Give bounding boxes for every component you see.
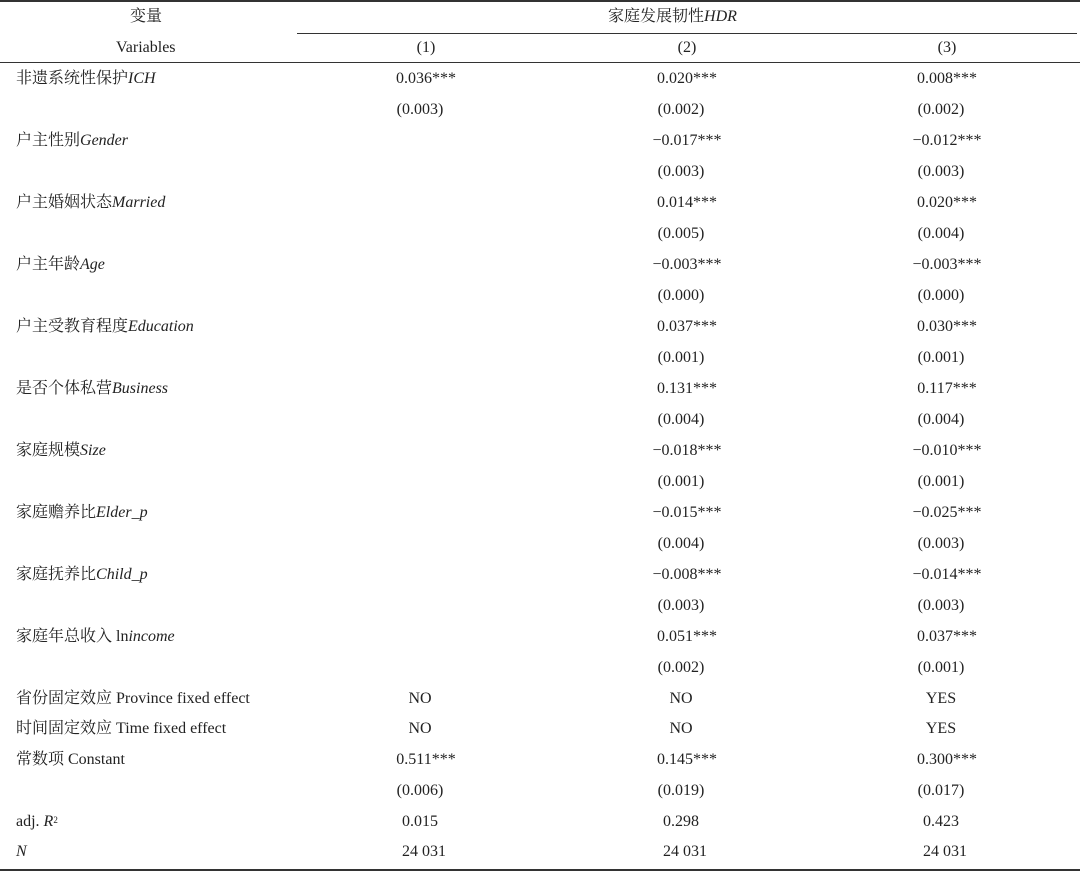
time-fe-label: 时间固定效应 Time fixed effect xyxy=(16,720,227,737)
time-fe-cell: NO xyxy=(408,720,432,737)
coef-cell: 0.008*** xyxy=(917,70,977,87)
header-dep-it: HDR xyxy=(704,8,737,25)
variable-label-cn: 户主婚姻状态 xyxy=(16,194,113,211)
coef-cell: −0.018*** xyxy=(652,442,722,459)
variable-label xyxy=(16,193,165,213)
variable-label xyxy=(16,627,175,647)
coef-cell: −0.017*** xyxy=(652,132,722,149)
adj-r2-r: R xyxy=(43,813,54,830)
se-cell: (0.003) xyxy=(917,163,965,180)
adj-r2-label xyxy=(16,812,58,832)
n-label: N xyxy=(16,843,27,860)
coef-cell: 0.020*** xyxy=(917,194,977,211)
variable-label-cn: 是否个体私营 xyxy=(16,380,113,397)
province-fe-cell: NO xyxy=(408,690,432,707)
se-cell: (0.000) xyxy=(657,287,705,304)
variable-label-cn: 家庭抚养比 xyxy=(16,566,97,583)
se-cell: (0.003) xyxy=(917,535,965,552)
variable-label-cn: 家庭赡养比 xyxy=(16,504,97,521)
variable-label-cn: 户主年龄 xyxy=(16,256,81,273)
variable-label-it: Child_p xyxy=(96,566,148,583)
coef-cell: 0.051*** xyxy=(657,628,717,645)
n-cell: 24 031 xyxy=(663,843,707,860)
se-cell: (0.001) xyxy=(917,473,965,490)
se-cell: (0.004) xyxy=(657,535,705,552)
coef-cell: −0.003*** xyxy=(652,256,722,273)
se-cell: (0.002) xyxy=(657,101,705,118)
variable-label xyxy=(16,441,106,461)
constant-label: 常数项 Constant xyxy=(16,751,125,768)
province-fe-label: 省份固定效应 Province fixed effect xyxy=(16,690,250,707)
coef-cell: 0.037*** xyxy=(657,318,717,335)
header-col-2: (2) xyxy=(677,39,697,56)
variable-label xyxy=(16,317,194,337)
coef-cell: −0.025*** xyxy=(912,504,982,521)
n-cell: 24 031 xyxy=(402,843,446,860)
adj-r2-cell: 0.298 xyxy=(663,813,699,830)
time-fe-cell: NO xyxy=(669,720,693,737)
header-partial-rule xyxy=(297,33,1077,34)
header-dep xyxy=(608,7,737,27)
se-cell: (0.001) xyxy=(657,349,705,366)
header-dep-cn: 家庭发展韧性 xyxy=(608,8,705,25)
coef-cell: 0.020*** xyxy=(657,70,717,87)
coef-cell: 0.131*** xyxy=(657,380,717,397)
coef-cell: −0.008*** xyxy=(652,566,722,583)
header-bottom-rule xyxy=(0,62,1080,63)
variable-label-it: Elder_p xyxy=(96,504,148,521)
coef-cell: −0.003*** xyxy=(912,256,982,273)
variable-label-it: Gender xyxy=(80,132,128,149)
se-cell: (0.001) xyxy=(917,659,965,676)
variable-label xyxy=(16,255,105,275)
se-cell: (0.005) xyxy=(657,225,705,242)
header-col-1: (1) xyxy=(416,39,436,56)
se-cell: (0.001) xyxy=(917,349,965,366)
variable-label-it: income xyxy=(128,628,175,645)
header-var-cn: 变量 xyxy=(130,8,163,25)
n-cell: 24 031 xyxy=(923,843,967,860)
constant-coef-cell: 0.145*** xyxy=(657,751,717,768)
se-cell: (0.003) xyxy=(657,163,705,180)
adj-r2-prefix: adj. xyxy=(16,813,44,830)
top-rule xyxy=(0,0,1080,2)
constant-coef-cell: 0.300*** xyxy=(917,751,977,768)
se-cell: (0.003) xyxy=(396,101,444,118)
adj-r2-cell: 0.015 xyxy=(402,813,438,830)
se-cell: (0.002) xyxy=(657,659,705,676)
constant-se-cell: (0.006) xyxy=(396,782,444,799)
variable-label-cn: 家庭规模 xyxy=(16,442,81,459)
coef-cell: −0.010*** xyxy=(912,442,982,459)
coef-cell: −0.012*** xyxy=(912,132,982,149)
constant-se-cell: (0.019) xyxy=(657,782,705,799)
adj-r2-cell: 0.423 xyxy=(923,813,959,830)
adj-r2-sup: 2 xyxy=(53,815,58,825)
coef-cell: 0.036*** xyxy=(396,70,456,87)
variable-label-it: Married xyxy=(112,194,166,211)
header-var-en: Variables xyxy=(116,39,176,56)
variable-label xyxy=(16,503,148,523)
coef-cell: 0.014*** xyxy=(657,194,717,211)
coef-cell: 0.030*** xyxy=(917,318,977,335)
se-cell: (0.004) xyxy=(917,411,965,428)
constant-se-cell: (0.017) xyxy=(917,782,965,799)
header-col-3: (3) xyxy=(937,39,957,56)
variable-label-cn: 家庭年总收入 ln xyxy=(16,628,129,645)
coef-cell: 0.037*** xyxy=(917,628,977,645)
variable-label xyxy=(16,379,168,399)
se-cell: (0.003) xyxy=(917,597,965,614)
coef-cell: 0.117*** xyxy=(917,380,977,397)
variable-label xyxy=(16,131,128,151)
variable-label-it: Age xyxy=(80,256,105,273)
variable-label-it: Business xyxy=(112,380,169,397)
time-fe-cell: YES xyxy=(925,720,957,737)
variable-label-it: Size xyxy=(80,442,106,459)
se-cell: (0.001) xyxy=(657,473,705,490)
se-cell: (0.002) xyxy=(917,101,965,118)
se-cell: (0.000) xyxy=(917,287,965,304)
variable-label-cn: 户主性别 xyxy=(16,132,81,149)
constant-coef-cell: 0.511*** xyxy=(396,751,456,768)
variable-label-it: Education xyxy=(128,318,194,335)
se-cell: (0.004) xyxy=(657,411,705,428)
province-fe-cell: YES xyxy=(925,690,957,707)
variable-label xyxy=(16,565,148,585)
variable-label-it: ICH xyxy=(128,70,156,87)
variable-label-cn: 非遗系统性保护 xyxy=(16,70,129,87)
se-cell: (0.003) xyxy=(657,597,705,614)
variable-label xyxy=(16,69,156,89)
se-cell: (0.004) xyxy=(917,225,965,242)
variable-label-cn: 户主受教育程度 xyxy=(16,318,129,335)
bottom-rule xyxy=(0,869,1080,871)
coef-cell: −0.014*** xyxy=(912,566,982,583)
province-fe-cell: NO xyxy=(669,690,693,707)
coef-cell: −0.015*** xyxy=(652,504,722,521)
